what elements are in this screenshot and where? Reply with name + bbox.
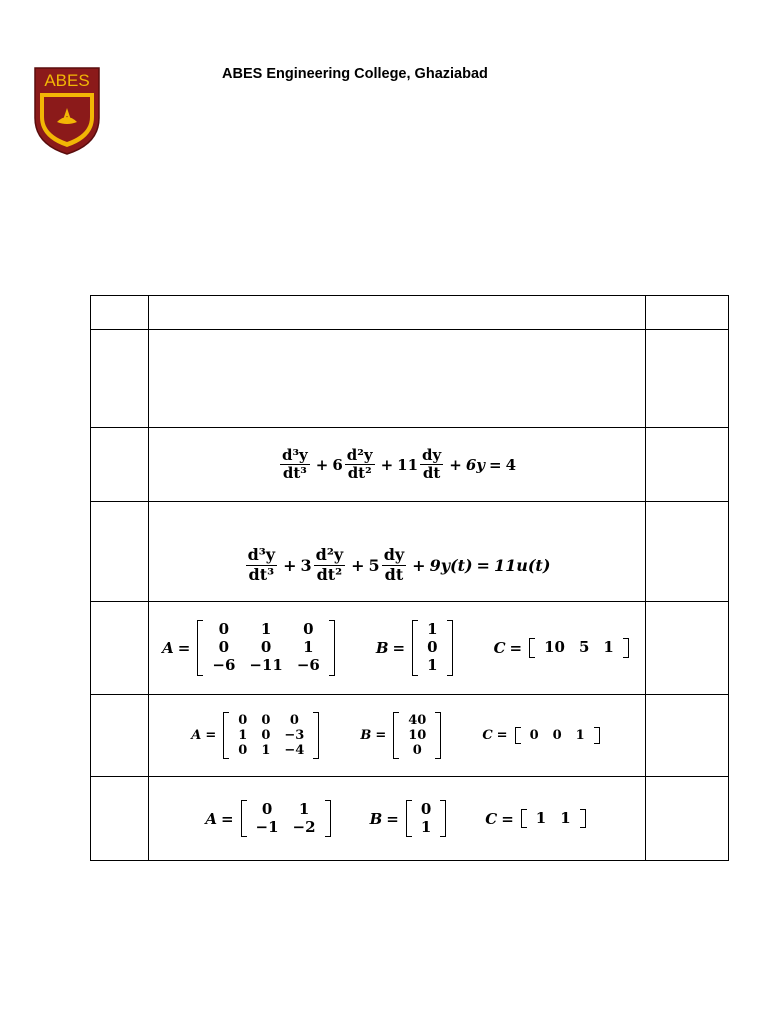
matrix-entry: 1: [238, 727, 248, 743]
matrix-row: [231, 713, 311, 728]
matrix-c-1: [529, 638, 629, 658]
matrix-row: [249, 819, 323, 837]
matrix-entry: −6: [296, 655, 320, 674]
matrix-row: [414, 819, 438, 837]
equation-cell-1: $\frac{\text{d³y}}{\text{dt³}}$ + 6 $\frac{\text{d²y}}{\text{dt²}}$ + 11 $\frac{dy}{dt}$ + 6y = 4: [282, 445, 516, 482]
matrix-entry: 0: [238, 712, 248, 728]
matrix-row: [420, 621, 444, 639]
matrix-entry: 1: [575, 727, 585, 743]
matrix-entry: 1: [261, 743, 271, 759]
matrix-entry: 0: [427, 638, 438, 657]
state-space-cell-3: A = 0 1 −1 −2 B = 0 1 C = 1 1: [149, 777, 645, 860]
matrix-entry: 1: [427, 655, 438, 674]
matrix-entry: −3: [284, 727, 305, 743]
matrix-row: [401, 728, 433, 743]
matrix-entry: 1: [420, 817, 432, 836]
matrix-entry: 0: [260, 638, 272, 657]
matrix-entry: 0: [420, 799, 432, 818]
matrix-entry: 0: [238, 743, 248, 759]
matrix-entry: 10: [544, 638, 565, 657]
matrix-row: [205, 621, 326, 639]
questions-table: [90, 295, 729, 861]
matrix-entry: −4: [284, 743, 305, 759]
matrix-entry: 0: [261, 799, 273, 818]
matrix-row: [231, 728, 311, 743]
state-space-cell-1: A = 0 1 0 0 0 1 −6 −11 −6 B = 1 0 1 C = 10 5 1: [149, 602, 645, 694]
matrix-entry: 1: [560, 808, 571, 827]
matrix-entry: 1: [535, 808, 547, 827]
matrix-a-2: [223, 712, 319, 760]
matrix-entry: 0: [289, 712, 299, 728]
matrix-row: [249, 801, 323, 819]
matrix-row: [401, 743, 433, 758]
matrix-entry: 0: [552, 727, 562, 743]
matrix-entry: 0: [261, 712, 271, 728]
logo-text: ABES: [44, 71, 90, 90]
matrix-entry: −11: [249, 655, 283, 674]
matrix-a-3: [241, 800, 331, 837]
matrix-entry: 10: [408, 727, 427, 743]
matrix-entry: −6: [212, 655, 236, 674]
state-space-cell-2: A = 0 0 0 1 0 −3 0 1 −4 B = 40 10 0 C = 0 0 1: [149, 695, 645, 776]
matrix-row: [414, 801, 438, 819]
matrix-row: [529, 810, 578, 828]
matrix-entry: 0: [261, 727, 271, 743]
matrix-row: [231, 743, 311, 758]
matrix-entry: 5: [578, 638, 590, 657]
matrix-a-1: [197, 620, 334, 675]
matrix-entry: 0: [412, 743, 422, 759]
matrix-b-2: [393, 712, 441, 760]
matrix-row: [401, 713, 433, 728]
matrix-entry: 40: [408, 712, 427, 728]
matrix-entry: 0: [303, 620, 314, 639]
matrix-row: [205, 657, 326, 675]
matrix-row: [205, 639, 326, 657]
matrix-entry: 0: [218, 638, 230, 657]
matrix-entry: −1: [255, 817, 279, 836]
matrix-entry: 1: [427, 620, 438, 639]
matrix-entry: 0: [218, 620, 230, 639]
matrix-row: [420, 657, 444, 675]
matrix-entry: 0: [529, 727, 539, 743]
equation-cell-2: $\frac{\text{d³y}}{\text{dt³}}$ + 3 $\frac{\text{d²y}}{\text{dt²}}$ + 5 $\frac{dy}{dt}$ + 9y(t) = 11u(t): [247, 545, 551, 584]
matrix-entry: 1: [303, 638, 314, 657]
matrix-c-2: [515, 727, 600, 744]
matrix-b-1: [412, 620, 452, 675]
matrix-entry: −2: [292, 817, 316, 836]
matrix-b-3: [406, 800, 446, 837]
matrix-row: [420, 639, 444, 657]
matrix-entry: 1: [603, 638, 614, 657]
matrix-entry: 1: [298, 799, 310, 818]
matrix-row: [523, 728, 592, 743]
college-name: ABES Engineering College, Ghaziabad: [222, 66, 488, 82]
matrix-row: [537, 639, 621, 657]
abes-logo: [33, 66, 101, 156]
matrix-entry: 1: [260, 620, 272, 639]
matrix-c-3: [521, 809, 586, 829]
